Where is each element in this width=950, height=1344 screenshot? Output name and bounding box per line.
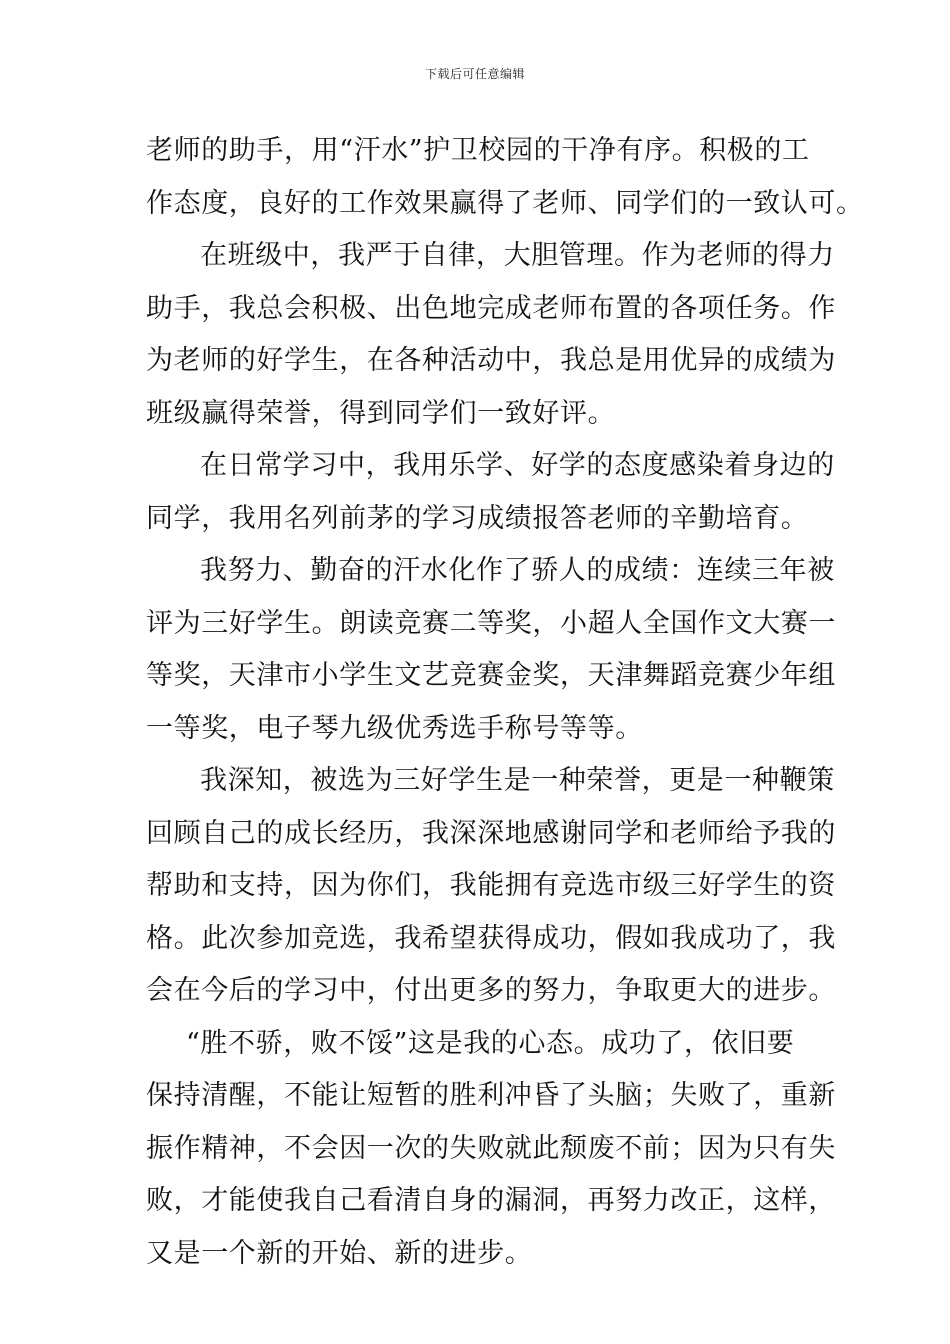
text-line: 会在今后的学习中，付出更多的努力，争取更大的进步。: [146, 975, 836, 1006]
text-line: 振作精神，不会因一次的失败就此颓废不前；因为只有失: [146, 1132, 836, 1164]
text-line: 老师的助手，用“汗水”护卫校园的干净有序。积极的工: [146, 135, 810, 166]
text-line: 保持清醒，不能让短暂的胜利冲昏了头脑；失败了，重新: [146, 1080, 836, 1111]
paragraph-start-line: 我深知，被选为三好学生是一种荣誉，更是一种鞭策: [200, 765, 835, 796]
text-line: 评为三好学生。朗读竞赛二等奖，小超人全国作文大赛一: [146, 607, 836, 639]
paragraph-start-line: 在班级中，我严于自律，大胆管理。作为老师的得力: [200, 240, 835, 271]
page-header-note: 下载后可任意编辑: [424, 67, 525, 81]
paragraph-start-line: 在日常学习中，我用乐学、好学的态度感染着身边的: [200, 450, 835, 481]
text-line: 帮助和支持，因为你们，我能拥有竞选市级三好学生的资: [146, 870, 836, 901]
text-line: 为老师的好学生，在各种活动中，我总是用优异的成绩为: [146, 345, 836, 376]
text-line: 一等奖，电子琴九级优秀选手称号等等。: [146, 712, 643, 744]
text-line: 败，才能使我自己看清自身的漏洞，再努力改正，这样，: [146, 1185, 836, 1216]
paragraph-start-line: “胜不骄，败不馁”这是我的心态。成功了，依旧要: [186, 1027, 795, 1059]
text-line: 同学，我用名列前茅的学习成绩报答老师的辛勤培育。: [146, 502, 809, 534]
document-body: [146, 125, 864, 1280]
text-line: 助手，我总会积极、出色地完成老师布置的各项任务。作: [146, 292, 836, 324]
text-line: 回顾自己的成长经历，我深深地感谢同学和老师给予我的: [146, 817, 836, 849]
text-line: 格。此次参加竞选，我希望获得成功，假如我成功了，我: [146, 922, 836, 954]
text-line: 作态度，良好的工作效果赢得了老师、同学们的一致认可。: [146, 187, 864, 219]
text-line: 班级赢得荣誉，得到同学们一致好评。: [146, 397, 616, 429]
text-line: 等奖，天津市小学生文艺竞赛金奖，天津舞蹈竞赛少年组: [146, 660, 836, 691]
text-line: 又是一个新的开始、新的进步。: [146, 1237, 533, 1269]
paragraph-start-line: 我努力、勤奋的汗水化作了骄人的成绩：连续三年被: [200, 555, 835, 586]
